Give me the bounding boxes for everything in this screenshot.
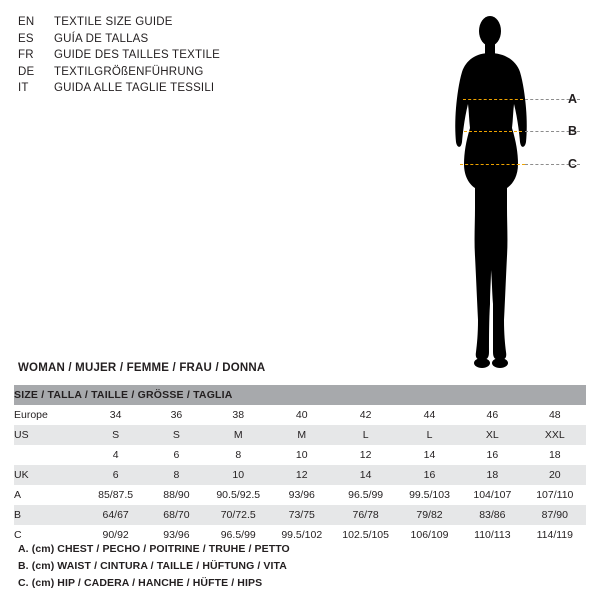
chest-measure-line-a [463,99,523,100]
table-cell: 8 [235,449,242,461]
language-text: GUÍA DE TALLAS [54,32,149,45]
table-cell: 20 [548,469,561,481]
table-cell: M [297,429,307,441]
table-cell: 83/86 [479,509,506,521]
table-cell: 34 [109,409,122,421]
table-cell: 14 [359,469,372,481]
row-label: Europe [14,409,48,421]
table-cell: 8 [173,469,180,481]
language-row [18,31,318,48]
table-cell: 104/107 [473,489,512,501]
row-label: US [14,429,29,441]
table-cell: 18 [548,449,561,461]
table-cell: 79/82 [416,509,443,521]
table-cell: XXL [544,429,565,441]
table-cell: 10 [232,469,245,481]
table-cell: 96.5/99 [348,489,384,501]
row-label: A [14,489,22,501]
table-cell: 70/72.5 [220,509,256,521]
table-cell: 12 [359,449,372,461]
language-text: TEXTILGRÖßENFÜHRUNG [54,65,204,78]
table-cell: L [426,429,433,441]
table-cell: S [172,429,180,441]
language-code: ES [18,32,34,45]
waist-measure-line-b [464,131,522,132]
table-header-label: SIZE / TALLA / TAILLE / GRÖSSE / TAGLIA [14,389,233,401]
legend-line-b: B. (cm) WAIST / CINTURA / TAILLE / HÜFTUNG / VITA [18,560,287,572]
table-cell: 99.5/103 [409,489,450,501]
language-list [18,14,318,97]
row-label: C [14,529,22,541]
table-cell: 110/113 [474,529,511,541]
table-cell: XL [485,429,499,441]
table-cell: 36 [170,409,183,421]
section-title: WOMAN / MUJER / FEMME / FRAU / DONNA [18,362,266,374]
table-cell: 18 [486,469,499,481]
measure-label-b: B [568,124,578,138]
language-row [18,64,318,81]
language-row [18,14,318,31]
table-cell: 16 [486,449,499,461]
table-header-row [14,385,586,405]
table-cell: 14 [423,449,436,461]
table-cell: 106/109 [410,529,449,541]
table-cell: 46 [486,409,499,421]
table-cell: 99.5/102 [281,529,323,541]
language-code: FR [18,49,34,61]
hip-measure-line-c [460,164,525,165]
table-row [14,485,586,505]
table-cell: 16 [423,469,436,481]
table-cell: 73/75 [288,509,315,521]
table-cell: M [233,429,243,441]
measurement-guides [430,0,600,360]
table-cell: 48 [548,409,561,421]
table-cell: L [362,429,369,441]
table-cell: 93/96 [288,489,315,501]
table-cell: 87/90 [541,509,568,521]
language-text: GUIDE DES TAILLES TEXTILE [54,49,221,61]
table-cell: 42 [359,409,372,421]
language-code: EN [18,16,35,28]
table-cell: 96.5/99 [220,529,256,541]
table-cell: 6 [112,469,119,481]
table-cell: 40 [295,409,308,421]
table-cell: S [112,429,120,441]
table-cell: 44 [423,409,436,421]
table-row [14,405,586,425]
language-code: DE [18,65,35,78]
table-cell: 6 [173,449,180,461]
table-cell: 85/87.5 [98,489,134,501]
table-cell: 76/78 [352,509,379,521]
language-row [18,80,318,97]
table-cell: 107/110 [536,489,574,501]
table-cell: 102.5/105 [342,529,389,541]
language-text: GUIDA ALLE TAGLIE TESSILI [54,82,215,94]
table-cell: 38 [232,409,245,421]
measurement-legend [18,541,290,592]
language-code: IT [18,82,29,94]
table-cell: 114/119 [536,529,573,541]
table-cell: 4 [112,449,119,461]
measure-label-c: C [568,157,578,171]
table-row [14,445,586,465]
table-cell: 88/90 [163,489,190,501]
legend-line-c: C. (cm) HIP / CADERA / HANCHE / HÜFTE / HIPS [18,577,263,589]
table-row [14,425,586,445]
table-cell: 12 [295,469,308,481]
table-cell: 90.5/92.5 [216,489,261,501]
table-row [14,465,586,485]
table-cell: 93/96 [163,529,190,541]
table-cell: 68/70 [163,509,190,521]
table-cell: 64/67 [102,509,129,521]
table-row [14,505,586,525]
legend-line-a: A. (cm) CHEST / PECHO / POITRINE / TRUHE / PETTO [18,543,290,555]
row-label: B [14,509,22,521]
language-row [18,47,318,64]
row-label [14,445,85,465]
table-cell: 10 [295,449,308,461]
table-cell: 90/92 [102,529,129,541]
measure-label-a: A [568,92,578,106]
size-table [14,385,586,545]
language-text: TEXTILE SIZE GUIDE [54,16,173,28]
row-label: UK [14,469,29,481]
